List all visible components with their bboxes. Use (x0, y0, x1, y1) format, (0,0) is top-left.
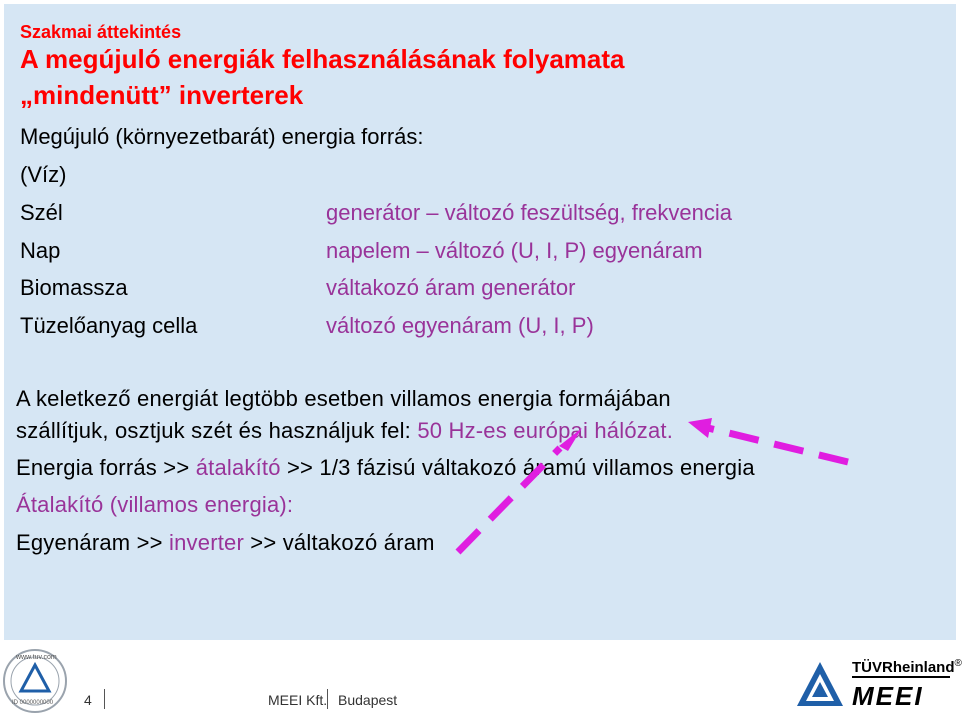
source-name-fuel-cell: Tüzelőanyag cella (20, 313, 198, 338)
section-label: Szakmai áttekintés (20, 22, 182, 42)
source-name-sun: Nap (20, 238, 61, 263)
source-name-water: (Víz) (20, 162, 67, 187)
dashed-arrow-left-head (559, 428, 582, 451)
footer-city: Budapest (338, 692, 398, 708)
inverter-text: inverter (169, 530, 244, 555)
source-desc-sun: napelem – változó (U, I, P) egyenáram (326, 238, 703, 263)
paragraph-line-2-text: szállítjuk, osztjuk szét és használjuk fel: (16, 418, 418, 443)
source-name-wind: Szél (20, 200, 63, 225)
source-desc-biomass: váltakozó áram generátor (326, 275, 576, 300)
source-desc-fuel-cell: változó egyenáram (U, I, P) (326, 313, 594, 338)
tuv-seal-url: www.tuv.com (16, 654, 57, 661)
converter-heading: Átalakító (villamos energia): (16, 492, 294, 517)
slide-title-line-1: A megújuló energiák felhasználásának folyamata (20, 44, 625, 74)
energy-source-text: Energia forrás >> (16, 455, 196, 480)
ac-energy-text: >> 1/3 fázisú váltakozó áramú villamos energia (280, 455, 755, 480)
tuv-seal-logo (2, 648, 68, 714)
ac-text: >> váltakozó áram (244, 530, 435, 555)
sources-heading: Megújuló (környezetbarát) energia forrás: (20, 124, 424, 149)
footer-separator-1 (104, 689, 105, 709)
source-desc-wind: generátor – változó feszültség, frekvencia (326, 200, 733, 225)
source-name-biomass: Biomassza (20, 275, 128, 300)
tuv-rheinland-brand (852, 658, 962, 676)
paragraph-line-1: A keletkező energiát legtöbb esetben villamos energia formájában (16, 386, 671, 411)
meei-logo: MEEI (852, 681, 924, 711)
footer-separator-2 (327, 689, 328, 709)
converter-text: átalakító (195, 455, 281, 480)
dc-text: Egyenáram >> (16, 530, 170, 555)
tuv-triangle-logo (795, 660, 845, 710)
footer-company: MEEI Kft. (268, 692, 328, 708)
dashed-arrow-right-head (688, 418, 712, 438)
slide-title-line-2: „mindenütt” inverterek (20, 80, 304, 110)
registered-mark: ® (954, 658, 962, 669)
tuv-rule (852, 676, 950, 678)
tuv-seal-id: ID 0000000000 (12, 700, 54, 706)
tuv-rheinland-text: TÜVRheinland (852, 659, 955, 676)
page-number: 4 (84, 692, 92, 708)
dashed-arrow-left-shaft (458, 448, 560, 552)
european-grid-text: 50 Hz-es európai hálózat. (417, 418, 674, 443)
dashed-arrow-right-shaft (708, 428, 848, 462)
